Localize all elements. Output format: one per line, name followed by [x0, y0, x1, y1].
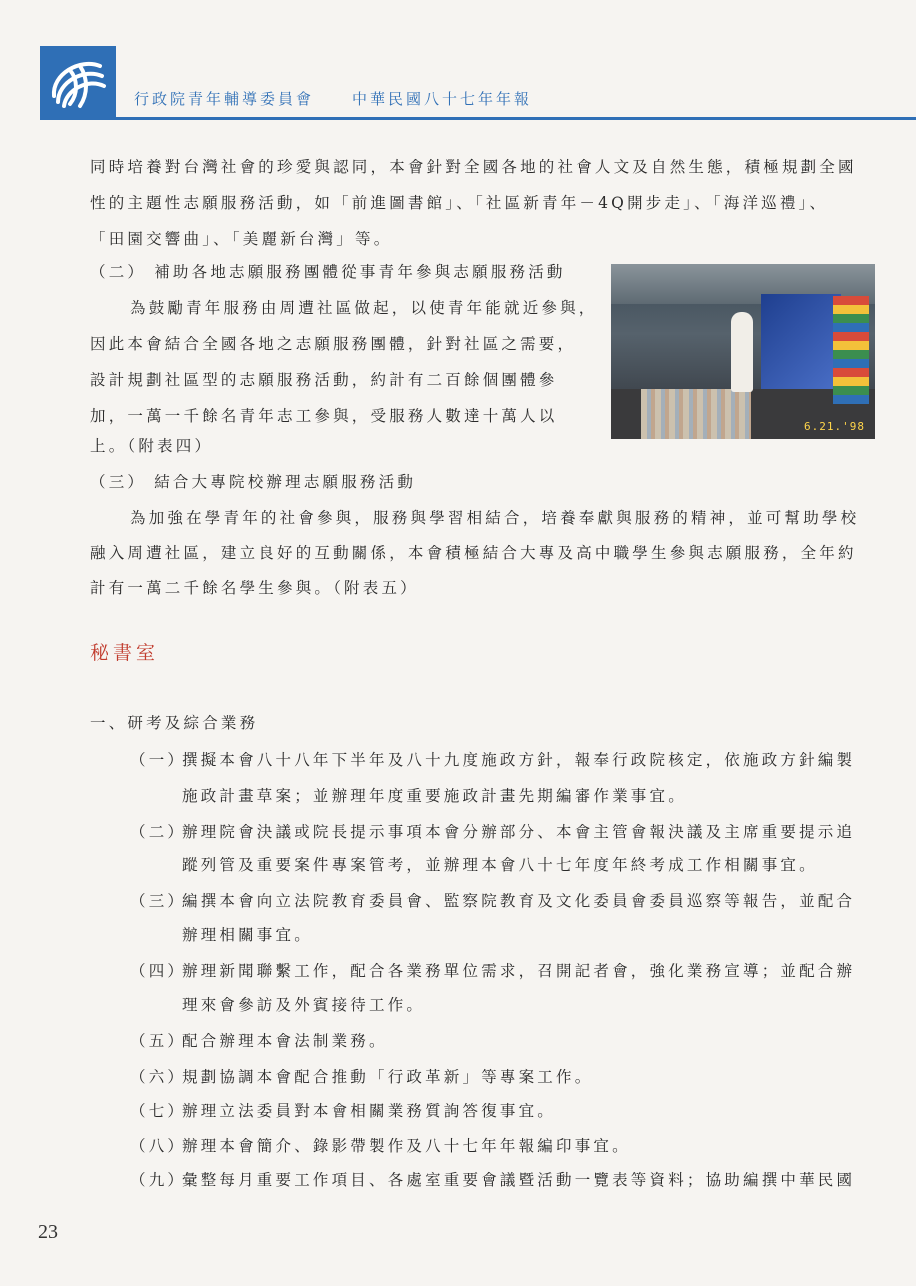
- item-number: （七）: [130, 1102, 187, 1120]
- section-3-line: 融入周遭社區，建立良好的互動關係，本會積極結合大專及高中職學生參與志願服務，全年約: [90, 544, 857, 562]
- item-number: （九）: [130, 1171, 187, 1189]
- photo-date-stamp: 6.21.'98: [804, 420, 865, 433]
- photo-banner-edge: [833, 296, 869, 404]
- item-text: 辦理新聞聯繫工作，配合各業務單位需求，召開記者會，強化業務宣導；並配合辦: [182, 962, 856, 980]
- header-org: 行政院青年輔導委員會: [134, 90, 315, 108]
- item-text: 辦理立法委員對本會相關業務質詢答復事宜。: [182, 1102, 557, 1120]
- section-2-line: 加，一萬一千餘名青年志工參與，受服務人數達十萬人以: [90, 407, 558, 425]
- section-2-line: 因此本會結合全國各地之志願服務團體，針對社區之需要，: [90, 335, 577, 353]
- secretariat-title: 秘書室: [90, 642, 160, 664]
- intro-line: 「田園交響曲」、「美麗新台灣」等。: [90, 230, 393, 248]
- item-text: 規劃協調本會配合推動「行政革新」等專案工作。: [182, 1068, 594, 1086]
- item-text: 配合辦理本會法制業務。: [182, 1032, 388, 1050]
- item-number: （八）: [130, 1137, 187, 1155]
- secretariat-subheading: 一、研考及綜合業務: [90, 714, 259, 732]
- section-2-line: 為鼓勵青年服務由周遭社區做起，以使青年能就近參與，: [130, 299, 598, 317]
- item-number: （一）: [130, 751, 187, 769]
- item-text: 辦理相關事宜。: [182, 926, 313, 944]
- item-number: （四）: [130, 962, 187, 980]
- photo-banner: [761, 294, 841, 389]
- item-text: 編撰本會向立法院教育委員會、監察院教育及文化委員會委員巡察等報告，並配合: [182, 892, 856, 910]
- item-text: 施政計畫草案；並辦理年度重要施政計畫先期編審作業事宜。: [182, 787, 687, 805]
- item-text: 辦理院會決議或院長提示事項本會分辦部分、本會主管會報決議及主席重要提示追: [182, 823, 856, 841]
- intro-line: 同時培養對台灣社會的珍愛與認同，本會針對全國各地的社會人文及自然生態，積極規劃全國: [90, 158, 857, 176]
- logo-emblem-icon: [40, 46, 116, 120]
- section-2-line: 設計規劃社區型的志願服務活動，約計有二百餘個團體參: [90, 371, 558, 389]
- item-number: （六）: [130, 1068, 187, 1086]
- item-number: （二）: [130, 823, 187, 841]
- photo-books: [641, 389, 751, 439]
- event-photo: [611, 264, 875, 439]
- section-3-heading: （三） 結合大專院校辦理志願服務活動: [90, 473, 417, 491]
- section-3-line: 為加強在學青年的社會參與，服務與學習相結合，培養奉獻與服務的精神，並可幫助學校: [130, 509, 860, 527]
- header-rule: [40, 117, 916, 120]
- item-text: 蹤列管及重要案件專案管考，並辦理本會八十七年度年終考成工作相關事宜。: [182, 856, 818, 874]
- section-3-line: 計有一萬二千餘名學生參與。（附表五）: [90, 579, 419, 597]
- item-text: 辦理本會簡介、錄影帶製作及八十七年年報編印事宜。: [182, 1137, 631, 1155]
- page-number: 23: [38, 1221, 58, 1243]
- logo: [40, 46, 116, 120]
- item-number: （三）: [130, 892, 187, 910]
- item-text: 理來會參訪及外賓接待工作。: [182, 996, 426, 1014]
- item-text: 彙整每月重要工作項目、各處室重要會議暨活動一覽表等資料；協助編撰中華民國: [182, 1171, 856, 1189]
- photo-speaker: [731, 312, 753, 392]
- intro-line: 性的主題性志願服務活動，如「前進圖書館」、「社區新青年－4Q開步走」、「海洋巡禮」、: [90, 194, 829, 212]
- section-2-line: 上。（附表四）: [90, 437, 214, 455]
- header-year-report: 中華民國八十七年年報: [352, 90, 533, 108]
- item-text: 撰擬本會八十八年下半年及八十九度施政方針，報奉行政院核定，依施政方針編製: [182, 751, 856, 769]
- item-number: （五）: [130, 1032, 187, 1050]
- section-2-heading: （二） 補助各地志願服務團體從事青年參與志願服務活動: [90, 263, 566, 281]
